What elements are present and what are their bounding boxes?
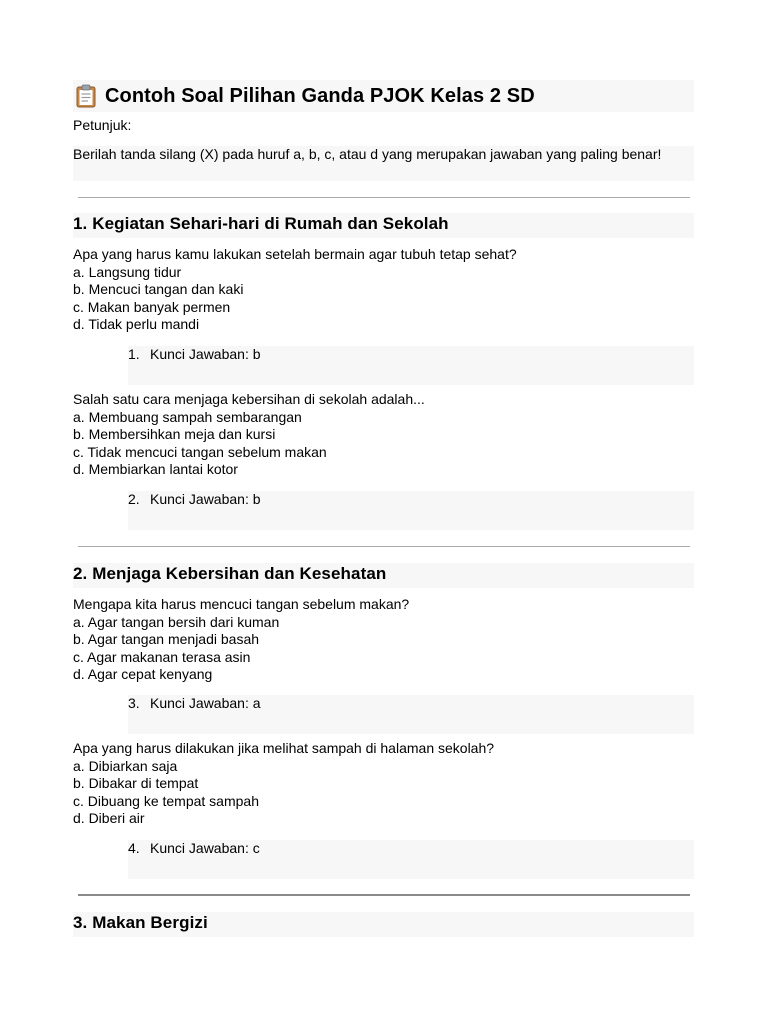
section-heading: 1. Kegiatan Sehari-hari di Rumah dan Sekolah <box>73 214 449 233</box>
option: b. Agar tangan menjadi basah <box>73 631 260 648</box>
section-heading-block <box>73 912 694 937</box>
section-heading-block <box>73 563 694 588</box>
option: c. Makan banyak permen <box>73 298 231 315</box>
divider <box>78 894 690 896</box>
option: c. Tidak mencuci tangan sebelum makan <box>73 443 327 460</box>
option: a. Langsung tidur <box>73 263 182 280</box>
option: b. Mencuci tangan dan kaki <box>73 281 244 298</box>
option: b. Membersihkan meja dan kursi <box>73 426 276 443</box>
question-text: Apa yang harus dilakukan jika melihat sampah di halaman sekolah? <box>73 740 495 756</box>
option: d. Diberi air <box>73 810 145 827</box>
option: c. Dibuang ke tempat sampah <box>73 792 259 809</box>
answer-key-box <box>128 695 694 734</box>
option: b. Dibakar di tempat <box>73 775 199 792</box>
instructions-box <box>73 146 694 181</box>
answer-key-box <box>128 346 694 385</box>
instructions-label: Petunjuk: <box>73 117 132 133</box>
question-text: Apa yang harus kamu lakukan setelah bermain agar tubuh tetap sehat? <box>73 246 517 262</box>
question-block <box>73 246 517 334</box>
section-heading: 3. Makan Bergizi <box>73 913 208 932</box>
option: d. Membiarkan lantai kotor <box>73 461 238 478</box>
title-block <box>73 80 694 112</box>
answer-key: Kunci Jawaban: b <box>150 491 261 507</box>
answer-number: 3. <box>128 695 140 711</box>
answer-key-box <box>128 491 694 530</box>
answer-key: Kunci Jawaban: b <box>150 346 261 362</box>
question-text: Mengapa kita harus mencuci tangan sebelum makan? <box>73 596 410 612</box>
question-block <box>73 740 494 828</box>
option: c. Agar makanan terasa asin <box>73 648 251 665</box>
divider <box>78 546 690 547</box>
answer-key: Kunci Jawaban: a <box>150 695 261 711</box>
page-title: Contoh Soal Pilihan Ganda PJOK Kelas 2 SD <box>105 84 535 107</box>
divider <box>78 197 690 198</box>
question-block <box>73 391 425 479</box>
section-heading-block <box>73 213 694 238</box>
option: d. Tidak perlu mandi <box>73 316 200 333</box>
answer-number: 4. <box>128 840 140 856</box>
question-text: Salah satu cara menjaga kebersihan di sekolah adalah... <box>73 391 425 407</box>
option: a. Dibiarkan saja <box>73 757 178 774</box>
question-block <box>73 596 409 684</box>
option: d. Agar cepat kenyang <box>73 666 213 683</box>
answer-number: 1. <box>128 346 140 362</box>
instructions-text: Berilah tanda silang (X) pada huruf a, b, c, atau d yang merupakan jawaban yang paling benar! <box>73 146 662 162</box>
option: a. Agar tangan bersih dari kuman <box>73 613 280 630</box>
option: a. Membuang sampah sembarangan <box>73 408 302 425</box>
answer-key-box <box>128 840 694 879</box>
section-heading: 2. Menjaga Kebersihan dan Kesehatan <box>73 564 387 583</box>
answer-key: Kunci Jawaban: c <box>150 840 260 856</box>
clipboard-icon <box>75 84 97 108</box>
answer-number: 2. <box>128 491 140 507</box>
